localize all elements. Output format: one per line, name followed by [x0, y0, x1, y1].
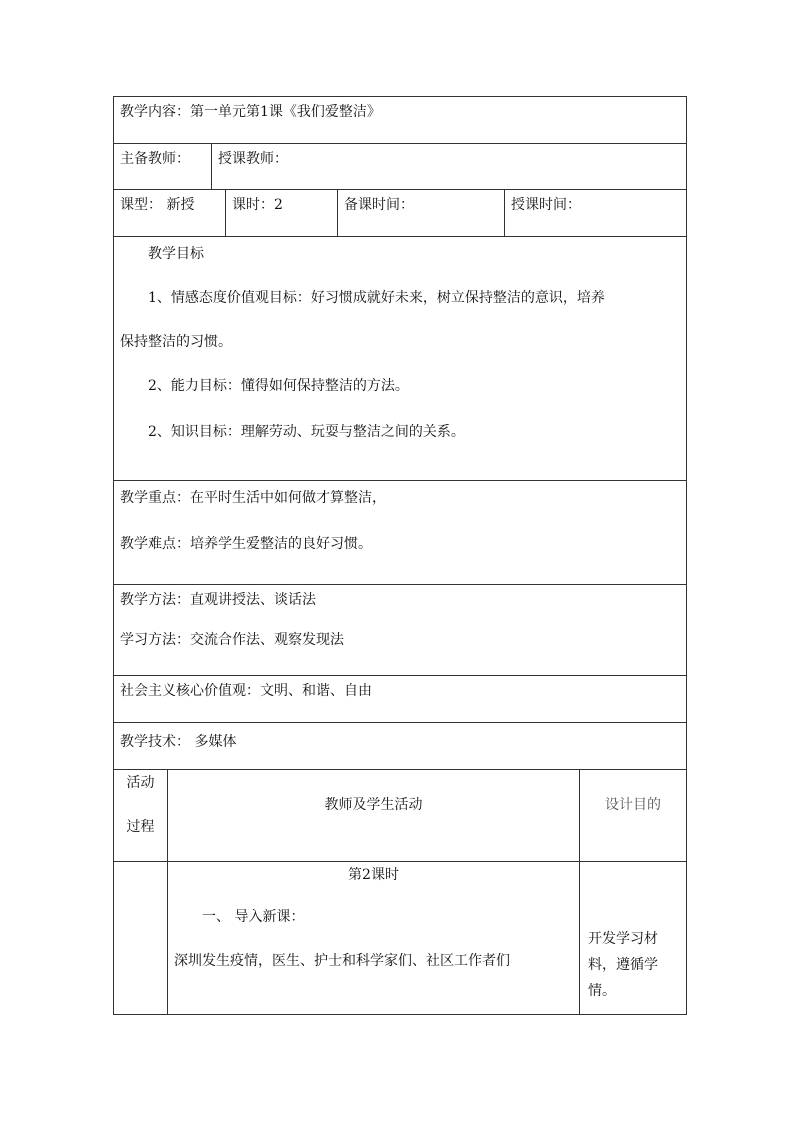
objectives-heading: 教学目标: [148, 246, 204, 262]
teach-time: 授课时间：: [504, 190, 686, 236]
focus-row: [113, 480, 687, 584]
teacher-row: [113, 143, 687, 189]
methods-row: [113, 584, 687, 675]
lesson-type: 课型： 新授: [120, 197, 195, 213]
teaching-teacher-label: 授课教师：: [211, 144, 686, 190]
activity-header-row: [113, 769, 687, 861]
purpose-line-3: 情。: [588, 983, 616, 999]
period-title: 第2课时: [348, 867, 399, 883]
activity-content-row: [113, 861, 687, 1015]
activity-label: 活动: [126, 775, 155, 791]
purpose-line-2: 料，遵循学: [588, 957, 658, 973]
difficulty: 教学难点：培养学生爱整洁的良好习惯。: [120, 536, 372, 552]
section-intro-text: 深圳发生疫情，医生、护士和科学家们、社区工作者们: [174, 953, 510, 969]
purpose-line-1: 开发学习材: [588, 931, 658, 947]
activity-content-cell: [167, 862, 579, 1014]
schedule-row: [113, 189, 687, 236]
lesson-content: 教学内容：第一单元第1课《我们爱整洁》: [120, 104, 381, 120]
activity-process-cell: [114, 862, 167, 1014]
lesson-content-row: [113, 96, 687, 143]
objective-3: 2、知识目标：理解劳动、玩耍与整洁之间的关系。: [148, 424, 465, 440]
teaching-technology: 教学技术： 多媒体: [120, 734, 237, 750]
focus-block: [114, 481, 686, 584]
objectives-row: [113, 236, 687, 480]
learning-method: 学习方法：交流合作法、观察发现法: [120, 632, 344, 648]
teaching-method: 教学方法：直观讲授法、谈话法: [120, 592, 316, 608]
section-intro: 一、 导入新课：: [202, 909, 305, 925]
design-purpose-header: 设计目的: [579, 770, 686, 861]
technology-row: [113, 722, 687, 769]
objective-1-line2: 保持整洁的习惯。: [120, 334, 232, 350]
teacher-student-activity-header: 教师及学生活动: [167, 770, 579, 861]
core-values: 社会主义核心价值观：文明、和谐、自由: [120, 683, 372, 699]
process-label: 过程: [126, 819, 155, 835]
prep-time: 备课时间：: [337, 190, 504, 236]
methods-block: [114, 585, 686, 675]
activity-process-header: [114, 770, 167, 861]
design-purpose-cell: [579, 862, 686, 1014]
lesson-plan-table: [113, 96, 687, 1015]
objective-2: 2、能力目标：懂得如何保持整洁的方法。: [148, 378, 409, 394]
objectives-block: [114, 237, 686, 480]
objective-1-line1: 1、情感态度价值观目标：好习惯成就好未来，树立保持整洁的意识，培养: [148, 290, 605, 306]
lesson-period: 课时：2: [225, 190, 337, 236]
key-point: 教学重点：在平时生活中如何做才算整洁，: [120, 490, 386, 506]
values-row: [113, 675, 687, 722]
main-teacher-label: 主备教师：: [120, 151, 190, 167]
